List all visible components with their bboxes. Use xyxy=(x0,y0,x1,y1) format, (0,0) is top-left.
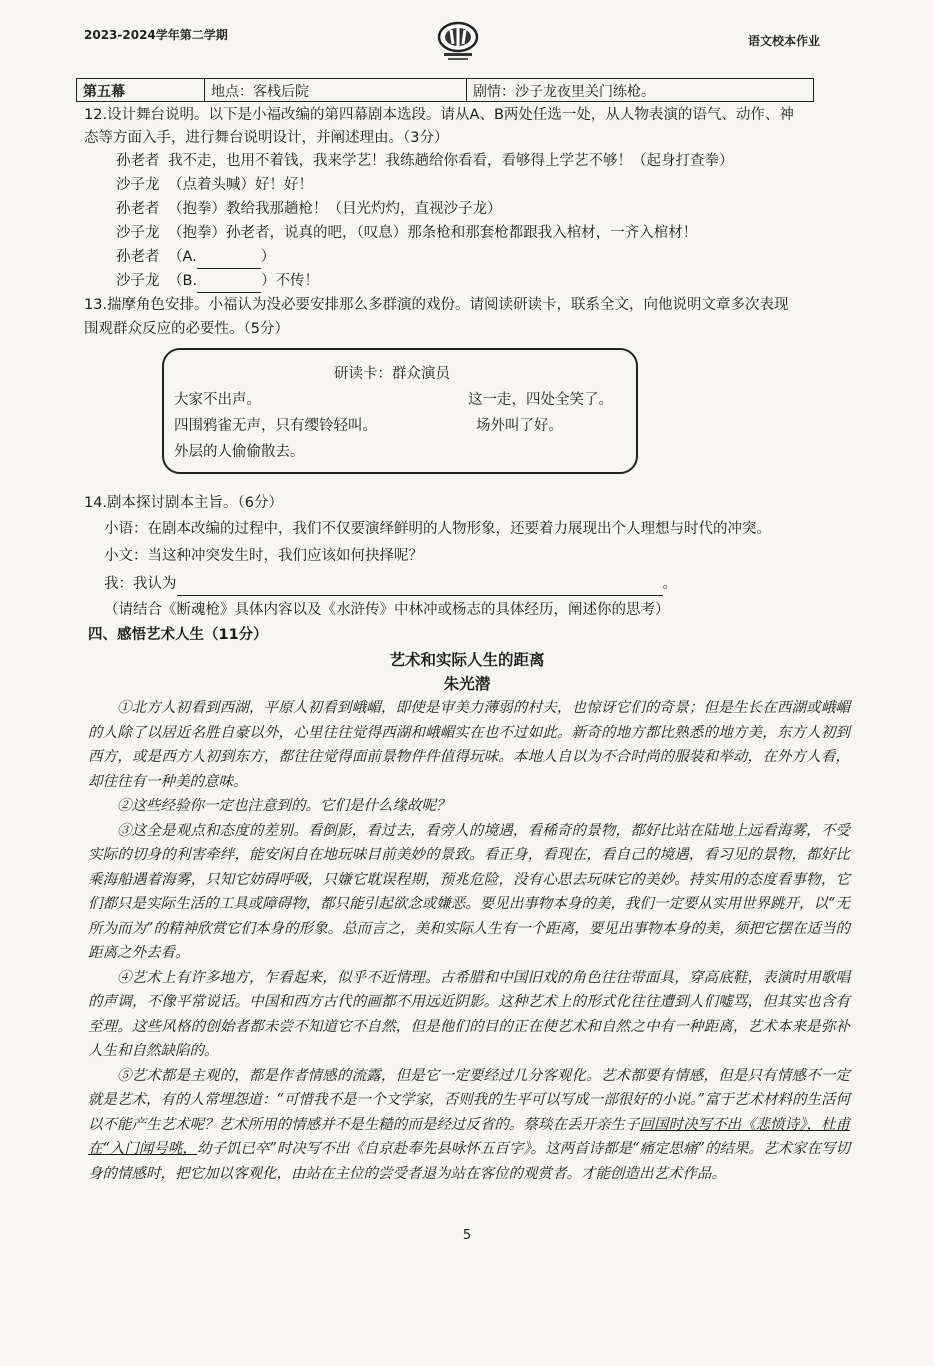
act-table xyxy=(76,78,814,102)
answer-blank-a[interactable] xyxy=(197,246,261,269)
dialogue-text: （抱拳）孙老者，说真的吧，（叹息）那条枪和那套枪都跟我入棺材，一齐入棺材！ xyxy=(168,225,698,241)
speaker: 孙老者 xyxy=(116,201,160,217)
dialogue-line: 孙老者 （A. ） xyxy=(116,246,275,269)
card-right-item: 这一走，四处全笑了。 xyxy=(468,392,613,408)
dialogue-line xyxy=(116,222,697,244)
q14-answer-blank[interactable] xyxy=(177,573,663,596)
article-body xyxy=(88,696,850,1186)
q14-xiaoyu: 小语：在剧本改编的过程中，我们不仅要演绎鲜明的人物形象，还要着力展现出个人理想与时代的冲突。 xyxy=(104,521,771,537)
page-number: 5 xyxy=(462,1228,472,1243)
study-card xyxy=(162,348,638,474)
plot-cell: 剧情：沙子龙夜里关门练枪。 xyxy=(473,84,655,100)
speaker: 沙子龙 xyxy=(116,225,160,241)
q14-me-label: 我：我认为 xyxy=(104,576,177,592)
card-left-item: 四围鸦雀无声，只有缨铃轻叫。 xyxy=(174,418,377,434)
card-title: 研读卡：群众演员 xyxy=(334,366,450,382)
q14-xiaowen: 小文：当这种冲突发生时，我们应该如何抉择呢？ xyxy=(104,548,423,564)
paragraph-3: ③这全是观点和态度的差别。看倒影，看过去，看旁人的境遇，看稀奇的景物，都好比站在陆地上远看海雾，不受实际的切身的利害牵绊，能安闲自在地玩味目前美妙的景致。看正身，看现在，看自己的境遇，看习见的景物，都好比乘海船遇着海雾，只知它妨碍呼吸，只嫌它耽误程期，预兆危险，没有心思去玩味它的美妙。持实用的态度看事物，它们都只是实际生活的工具或障碍物，都只能引起欲念或嫌恶。要见出事物本身的美，我们一定要从实用世界跳开，以“无所为而为”的精神欣赏它们本身的形象。总而言之，美和实际人生有一个距离，要见出事物本身的美，须把它摆在适当的距离之外去看。 xyxy=(88,822,850,961)
dialogue-line: 沙子龙 （B. ）不传！ xyxy=(116,270,319,293)
card-left-item: 大家不出声。 xyxy=(174,392,261,408)
q14-answer-line: 我：我认为 。 xyxy=(104,573,677,596)
card-right-item: 场外叫了好。 xyxy=(476,418,563,434)
header-title: 语文校本作业 xyxy=(748,34,821,48)
dialogue-text: （抱拳）教给我那趟枪！（目光灼灼，直视沙子龙） xyxy=(168,201,502,217)
q12-line1: 12.设计舞台说明。以下是小福改编的第四幕剧本选段。请从A、B两处任选一处，从人物表演的语气、动作、神 xyxy=(84,107,794,123)
q13-line1: 13.揣摩角色安排。小福认为没必要安排那么多群演的戏份。请阅读研读卡，联系全文，向他说明文章多次表现 xyxy=(84,297,789,313)
school-logo xyxy=(436,20,480,64)
paragraph-4: ④艺术上有许多地方，乍看起来，似乎不近情理。古希腊和中国旧戏的角色往往带面具，穿高底鞋，表演时用歌唱的声调，不像平常说话。中国和西方古代的画都不用远近阴影。这种艺术上的形式化往往遭到人们嘘骂，但其实也含有至理。这些风格的创始者都未尝不知道它不自然，但是他们的目的正在使艺术和自然之中有一种距离，艺术本来是弥补人生和自然缺陷的。 xyxy=(88,969,850,1059)
dialogue-line xyxy=(116,174,313,196)
speaker: 沙子龙 xyxy=(116,273,160,289)
speaker: 孙老者 xyxy=(116,249,160,265)
q14-line1: 14.剧本探讨剧本主旨。（6分） xyxy=(84,495,284,511)
q13-line2: 围观群众反应的必要性。（5分） xyxy=(84,321,289,337)
paragraph-5: ⑤艺术都是主观的，都是作者情感的流露，但是它一定要经过几分客观化。艺术都要有情感，但是只有情感不一定就是艺术，有的人常埋怨道：“可惜我不是一个文学家，否则我的生平可以写成一部很好的小说。”富于艺术材料的生活何以不能产生艺术呢？艺术所用的情感并不是生糙的而是经过反省的。蔡琰在丢开亲生子回国时决写不出《悲愤诗》，杜甫在“入门闻号咷，幼子饥已卒”时决写不出《自京赴奉先县咏怀五百字》。这两首诗都是“痛定思痛”的结果。艺术家在写切身的情感时，把它加以客观化，由站在主位的尝受者退为站在客位的观赏者。才能创造出艺术作品。 xyxy=(88,1067,850,1182)
dialogue-line xyxy=(116,150,734,172)
answer-blank-b[interactable] xyxy=(197,270,261,293)
paragraph-2: ②这些经验你一定也注意到的。它们是什么缘故呢？ xyxy=(117,798,451,814)
dialogue-text: （点着头喊）好！好！ xyxy=(168,177,313,193)
speaker: 沙子龙 xyxy=(116,177,160,193)
dialogue-text: 我不走，也用不着钱，我来学艺！我练趟给你看看，看够得上学艺不够！（起身打查拳） xyxy=(168,153,734,169)
act-cell: 第五幕 xyxy=(77,79,205,101)
underlined-text: 回国时决写不出《悲愤诗》，杜甫在“入门闻号咷， xyxy=(88,1116,850,1157)
q14-hint: （请结合《断魂枪》具体内容以及《水浒传》中林冲或杨志的具体经历，阐述你的思考） xyxy=(104,602,670,618)
speaker: 孙老者 xyxy=(116,153,160,169)
card-left-item: 外层的人偷偷散去。 xyxy=(174,444,305,460)
section-heading: 四、感悟艺术人生（11分） xyxy=(88,627,268,643)
article-author: 朱光潜 xyxy=(443,675,491,693)
q12-line2: 态等方面入手，进行舞台说明设计，并阐述理由。（3分） xyxy=(84,130,449,146)
place-cell: 地点：客栈后院 xyxy=(205,79,467,101)
header-semester: 2023-2024学年第二学期 xyxy=(84,28,228,42)
article-title: 艺术和实际人生的距离 xyxy=(389,651,545,669)
paragraph-1: ①北方人初看到西湖，平原人初看到峨嵋，即使是审美力薄弱的村夫，也惊讶它们的奇景；但是生长在西湖或峨嵋的人除了以居近名胜自豪以外，心里往往觉得西湖和峨嵋实在也不过如此。新奇的地方都比熟悉的地方美，东方人初到西方，或是西方人初到东方，都往往觉得面前景物件件值得玩味。本地人自以为不合时尚的服装和举动，在外方人看，却往往有一种美的意味。 xyxy=(88,700,850,790)
dialogue-line xyxy=(116,198,502,220)
